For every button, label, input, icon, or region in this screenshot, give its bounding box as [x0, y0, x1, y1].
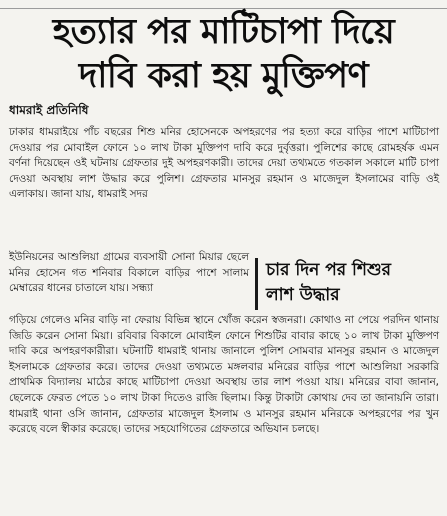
pull-quote	[255, 258, 447, 310]
article-text: ঢাকার ধামরাইয়ে পাঁচ বছরের শিশু মনির হোসেনকে অপহরণের পর হত্যা করে বাড়ির পাশে মাটিচাপা দেওয়ার পর মোবাইল ফোনে ১০ লাখ টাকা মুক্তিপণ দাবি করে দুর্বৃত্তরা। পুলিশের কাছে রোমহর্ষক এমন বর্ণনা দিয়েছেন ওই ঘটনায় গ্রেফতার দুই অপহরণকারী। তাদের দেয়া তথ্যমতে গতকাল সকালে মাটি চাপা দেওয়া অবস্থায় লাশ উদ্ধার করে পুলিশ। গ্রেফতার মানসুর রহমান ও মাজেদুল ইসলামের বাড়ি ওই এলাকায়। জানা যায়, ধামরাই সদর	[9, 126, 439, 201]
pull-quote-line-1: চার দিন পর শিশুর	[266, 260, 391, 280]
byline: ধামরাই প্রতিনিধি	[9, 103, 89, 117]
headline-line-1: হত্যার পর মাটিচাপা দিয়ে	[52, 12, 395, 52]
pull-quote-line-2: লাশ উদ্ধার	[266, 285, 340, 305]
article-text: গড়িয়ে গেলেও মনির বাড়ি না ফেরায় বিভিন্ন স্থানে খোঁজ করেন স্বজনরা। কোথাও না পেয়ে পরদিন থানায় জিডি করেন সোনা মিয়া। রবিবার বিকালে মোবাইল ফোনে শিশুটির বাবার কাছে ১০ লাখ টাকা মুক্তিপণ দাবি করে অপহরণকারীরা। ঘটনাটি ধামরাই থানায় জানালে পুলিশ সোমবার মানসুর রহমান ও মাজেদুল ইসলামকে গ্রেফতার করে। তাদের দেওয়া তথ্যমতে মঙ্গলবার মনিরের বাড়ির পাশে আশুলিয়া সরকারি প্রাথমিক বিদ্যালয় মাঠের কাছে মাটিচাপা দেওয়া অবস্থায় তার লাশ পওয়া যায়। মনিরের বাবা জানান, ছেলেকে ফেরত পেতে ১০ লাখ টাকা দিতেও রাজি ছিলাম। কিন্তু টাকাটা কোথায় দেব তা জানায়নি তারা। ধামরাই থানা ওসি জানান, গ্রেফতার মাজেদুল ইসলাম ও মানসুর রহমান মনিরকে অপহরণের পর খুন করেছে বলে স্বীকার করেছে। তাদের সহযোগিতের গ্রেফতারে অভিযান চলছে।	[9, 314, 439, 436]
article-paragraph-1	[9, 125, 439, 203]
headline-line-2: দাবি করা হয় মুক্তিপণ	[78, 56, 369, 96]
page-top-edge	[0, 0, 447, 9]
article-text: ইউনিয়নের আশুলিয়া গ্রামের ব্যবসায়ী সোনা মিয়ার ছেলে মনির হোসেন গত শনিবার বিকালে বাড়ির পাশে সালাম মেম্বারের ধানের চাতালে যায়। সন্ধ্যা	[9, 251, 249, 295]
article-paragraph-2-continued	[9, 313, 439, 438]
article-paragraph-2-wrapped	[9, 250, 249, 297]
headline	[6, 10, 441, 98]
